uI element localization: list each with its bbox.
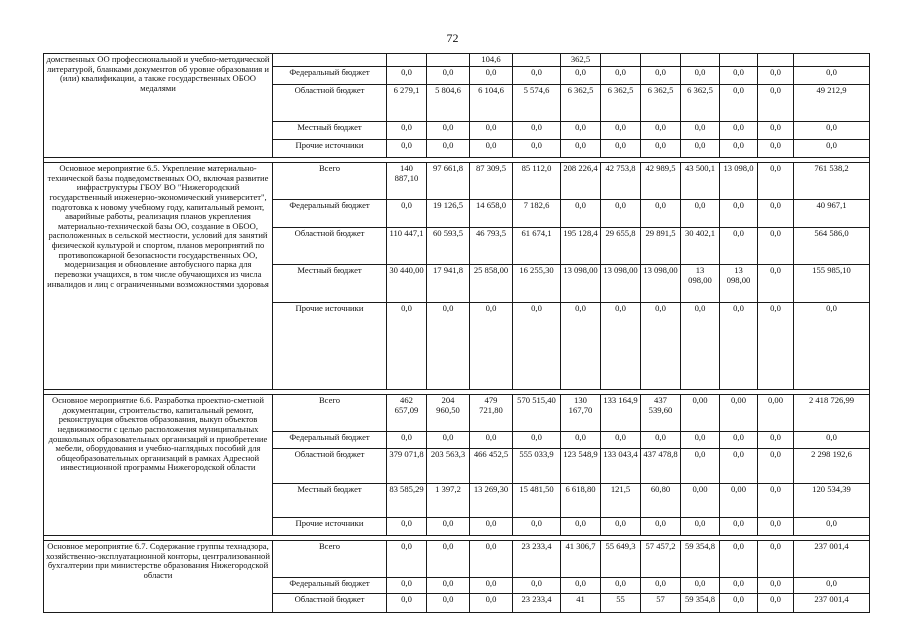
value-cell: 5 804,6 — [427, 85, 470, 122]
value-cell: 13 098,0 — [720, 163, 758, 200]
value-cell: 462 657,09 — [387, 395, 427, 432]
value-cell: 0,0 — [601, 140, 641, 158]
value-cell: 0,0 — [427, 432, 470, 449]
value-cell: 0,0 — [561, 67, 601, 85]
value-cell: 0,0 — [601, 518, 641, 536]
value-cell: 13 098,00 — [720, 265, 758, 303]
budget-table-body — [44, 54, 870, 613]
value-cell: 59 354,8 — [681, 594, 720, 613]
budget-table — [43, 53, 870, 613]
value-cell: 104,6 — [470, 54, 513, 67]
value-cell: 564 586,0 — [794, 228, 870, 265]
value-cell: 0,0 — [758, 140, 794, 158]
value-cell: 0,00 — [720, 395, 758, 432]
value-cell: 0,00 — [720, 484, 758, 518]
value-cell: 23 233,4 — [513, 594, 561, 613]
value-cell: 0,0 — [720, 85, 758, 122]
value-cell: 0,0 — [387, 67, 427, 85]
value-cell: 140 887,10 — [387, 163, 427, 200]
value-cell: 0,0 — [720, 518, 758, 536]
value-cell: 0,0 — [513, 67, 561, 85]
value-cell: 19 126,5 — [427, 200, 470, 228]
value-cell: 14 658,0 — [470, 200, 513, 228]
value-cell — [641, 54, 681, 67]
value-cell: 133 043,4 — [601, 449, 641, 484]
funding-source: Всего — [273, 541, 387, 578]
value-cell: 0,0 — [601, 578, 641, 594]
value-cell: 479 721,80 — [470, 395, 513, 432]
value-cell: 0,0 — [758, 228, 794, 265]
value-cell: 5 574,6 — [513, 85, 561, 122]
value-cell: 0,00 — [681, 395, 720, 432]
value-cell: 0,0 — [427, 541, 470, 578]
value-cell: 1 397,2 — [427, 484, 470, 518]
value-cell: 0,0 — [758, 432, 794, 449]
value-cell: 83 585,29 — [387, 484, 427, 518]
value-cell: 0,0 — [641, 303, 681, 390]
value-cell: 0,0 — [681, 518, 720, 536]
value-cell: 0,0 — [641, 200, 681, 228]
value-cell: 0,0 — [513, 303, 561, 390]
value-cell: 0,0 — [794, 578, 870, 594]
value-cell: 237 001,4 — [794, 594, 870, 613]
value-cell: 0,0 — [641, 67, 681, 85]
value-cell: 0,0 — [427, 594, 470, 613]
value-cell: 61 674,1 — [513, 228, 561, 265]
value-cell: 0,0 — [513, 518, 561, 536]
funding-source: Федеральный бюджет — [273, 578, 387, 594]
value-cell: 0,0 — [720, 541, 758, 578]
value-cell: 42 989,5 — [641, 163, 681, 200]
value-cell: 0,0 — [601, 122, 641, 140]
value-cell: 6 362,5 — [561, 85, 601, 122]
value-cell: 0,0 — [470, 541, 513, 578]
value-cell: 0,0 — [720, 594, 758, 613]
value-cell: 0,0 — [758, 518, 794, 536]
activity-description: Основное мероприятие 6.7. Содержание группы технадзора, хозяйственно-эксплуатационной конторы, централизованной бухгалтерии при министерстве образования Нижегородской области — [44, 541, 273, 613]
value-cell: 0,0 — [387, 303, 427, 390]
value-cell: 16 255,30 — [513, 265, 561, 303]
activity-description: Основное мероприятие 6.5. Укрепление материально-технической базы подведомственных ОО, включая развитие инфраструктуры ГБОУ ВО "Нижегородский государственный инженерно-экономический университет", подготовка к новому учебному году, капитальный ремонт, аварийные работы, реализация планов укрепления материально-технической базы ОО, создание в ОБОО, расположенных в сельской местности, условий для занятий физической культурой и спортом, планов мероприятий по противопожарной безопасности государственных ОО, модернизация и обновление автобусного парка для перевозки учащихся, в том числе обучающихся из числа инвалидов и лиц с ограниченными возможностями здоровья — [44, 163, 273, 390]
value-cell: 0,0 — [513, 140, 561, 158]
value-cell: 204 960,50 — [427, 395, 470, 432]
value-cell — [427, 54, 470, 67]
value-cell: 0,0 — [758, 541, 794, 578]
value-cell — [794, 54, 870, 67]
value-cell: 0,0 — [387, 594, 427, 613]
value-cell: 0,0 — [720, 432, 758, 449]
value-cell: 23 233,4 — [513, 541, 561, 578]
value-cell — [720, 54, 758, 67]
value-cell: 6 362,5 — [601, 85, 641, 122]
funding-source: Областной бюджет — [273, 594, 387, 613]
value-cell: 2 298 192,6 — [794, 449, 870, 484]
value-cell: 0,0 — [681, 449, 720, 484]
value-cell: 555 033,9 — [513, 449, 561, 484]
value-cell: 761 538,2 — [794, 163, 870, 200]
value-cell — [758, 54, 794, 67]
value-cell: 0,0 — [427, 67, 470, 85]
value-cell: 0,0 — [387, 122, 427, 140]
value-cell: 0,0 — [470, 594, 513, 613]
value-cell: 0,0 — [758, 265, 794, 303]
value-cell: 237 001,4 — [794, 541, 870, 578]
value-cell: 29 655,8 — [601, 228, 641, 265]
value-cell: 2 418 726,99 — [794, 395, 870, 432]
value-cell: 203 563,3 — [427, 449, 470, 484]
value-cell: 123 548,9 — [561, 449, 601, 484]
value-cell — [387, 54, 427, 67]
value-cell: 0,0 — [720, 67, 758, 85]
value-cell: 0,0 — [387, 200, 427, 228]
value-cell: 6 618,80 — [561, 484, 601, 518]
funding-source: Прочие источники — [273, 518, 387, 536]
value-cell: 55 — [601, 594, 641, 613]
value-cell: 0,0 — [794, 432, 870, 449]
value-cell: 0,0 — [470, 578, 513, 594]
value-cell: 0,0 — [758, 163, 794, 200]
value-cell: 0,0 — [794, 67, 870, 85]
value-cell: 0,0 — [681, 432, 720, 449]
value-cell: 121,5 — [601, 484, 641, 518]
value-cell: 0,0 — [794, 140, 870, 158]
value-cell: 15 481,50 — [513, 484, 561, 518]
funding-source: Местный бюджет — [273, 484, 387, 518]
value-cell: 0,0 — [758, 122, 794, 140]
value-cell: 0,0 — [470, 303, 513, 390]
value-cell: 0,0 — [601, 200, 641, 228]
value-cell: 0,0 — [427, 578, 470, 594]
value-cell: 0,0 — [513, 432, 561, 449]
funding-source: Местный бюджет — [273, 265, 387, 303]
value-cell: 130 167,70 — [561, 395, 601, 432]
value-cell: 0,0 — [720, 578, 758, 594]
value-cell: 6 362,5 — [681, 85, 720, 122]
value-cell: 42 753,8 — [601, 163, 641, 200]
value-cell: 437 478,8 — [641, 449, 681, 484]
value-cell: 0,0 — [758, 449, 794, 484]
value-cell: 0,0 — [758, 484, 794, 518]
value-cell: 0,0 — [681, 578, 720, 594]
value-cell: 0,0 — [601, 67, 641, 85]
value-cell: 0,0 — [561, 140, 601, 158]
table-row — [44, 163, 870, 200]
value-cell: 46 793,5 — [470, 228, 513, 265]
value-cell: 0,0 — [427, 518, 470, 536]
funding-source — [273, 54, 387, 67]
value-cell: 60 593,5 — [427, 228, 470, 265]
value-cell: 0,0 — [758, 67, 794, 85]
value-cell: 120 534,39 — [794, 484, 870, 518]
value-cell: 0,0 — [758, 85, 794, 122]
value-cell: 6 362,5 — [641, 85, 681, 122]
value-cell: 43 500,1 — [681, 163, 720, 200]
value-cell: 30 402,1 — [681, 228, 720, 265]
value-cell: 57 457,2 — [641, 541, 681, 578]
value-cell: 13 269,30 — [470, 484, 513, 518]
value-cell: 0,0 — [720, 303, 758, 390]
funding-source: Прочие источники — [273, 140, 387, 158]
value-cell: 133 164,9 — [601, 395, 641, 432]
value-cell: 570 515,40 — [513, 395, 561, 432]
value-cell: 0,0 — [470, 518, 513, 536]
activity-description: домственных ОО профессиональной и учебно-методической литературой, бланками документов об уровне образования и (или) квалификации, а также государственных ОБОО медалями — [44, 54, 273, 158]
value-cell: 0,0 — [720, 228, 758, 265]
value-cell: 0,0 — [758, 303, 794, 390]
value-cell: 0,0 — [681, 67, 720, 85]
value-cell: 0,0 — [561, 578, 601, 594]
funding-source: Всего — [273, 395, 387, 432]
value-cell: 6 104,6 — [470, 85, 513, 122]
value-cell: 0,0 — [794, 122, 870, 140]
value-cell: 0,0 — [758, 594, 794, 613]
value-cell: 0,0 — [387, 578, 427, 594]
value-cell: 13 098,00 — [601, 265, 641, 303]
value-cell: 13 098,00 — [681, 265, 720, 303]
value-cell: 49 212,9 — [794, 85, 870, 122]
value-cell: 362,5 — [561, 54, 601, 67]
table-row — [44, 541, 870, 578]
value-cell: 0,0 — [427, 140, 470, 158]
value-cell: 0,0 — [427, 303, 470, 390]
value-cell — [601, 54, 641, 67]
funding-source: Областной бюджет — [273, 449, 387, 484]
value-cell: 195 128,4 — [561, 228, 601, 265]
activity-description: Основное мероприятие 6.6. Разработка проектно-сметной документации, строительство, капитальный ремонт, реконструкция объектов образования, выкуп объектов недвижимости с целью расположения муниципальных дошкольных образовательных организаций и приобретение мебели, оборудования и учебно-наглядных пособий для общеобразовательных организаций в рамках Адресной инвестиционной программы Нижегородской области — [44, 395, 273, 536]
value-cell: 59 354,8 — [681, 541, 720, 578]
table-row — [44, 54, 870, 67]
value-cell: 0,0 — [720, 200, 758, 228]
value-cell: 0,0 — [561, 303, 601, 390]
value-cell: 0,0 — [470, 432, 513, 449]
value-cell: 0,0 — [794, 518, 870, 536]
value-cell: 41 306,7 — [561, 541, 601, 578]
value-cell: 0,0 — [470, 122, 513, 140]
value-cell: 0,0 — [641, 578, 681, 594]
value-cell: 97 661,8 — [427, 163, 470, 200]
value-cell: 466 452,5 — [470, 449, 513, 484]
value-cell — [513, 54, 561, 67]
funding-source: Областной бюджет — [273, 85, 387, 122]
value-cell: 0,0 — [427, 122, 470, 140]
value-cell — [681, 54, 720, 67]
value-cell: 379 071,8 — [387, 449, 427, 484]
table-row — [44, 395, 870, 432]
value-cell: 85 112,0 — [513, 163, 561, 200]
value-cell: 0,0 — [470, 67, 513, 85]
value-cell: 0,0 — [720, 449, 758, 484]
value-cell: 13 098,00 — [561, 265, 601, 303]
value-cell: 208 226,4 — [561, 163, 601, 200]
value-cell: 155 985,10 — [794, 265, 870, 303]
value-cell: 0,0 — [387, 140, 427, 158]
value-cell: 0,0 — [387, 432, 427, 449]
value-cell: 0,0 — [387, 541, 427, 578]
value-cell: 30 440,00 — [387, 265, 427, 303]
value-cell: 0,0 — [641, 122, 681, 140]
value-cell: 87 309,5 — [470, 163, 513, 200]
value-cell: 55 649,3 — [601, 541, 641, 578]
value-cell: 437 539,60 — [641, 395, 681, 432]
value-cell: 0,0 — [681, 122, 720, 140]
funding-source: Областной бюджет — [273, 228, 387, 265]
value-cell: 0,0 — [513, 578, 561, 594]
value-cell: 0,00 — [758, 395, 794, 432]
value-cell: 0,0 — [720, 122, 758, 140]
value-cell: 7 182,6 — [513, 200, 561, 228]
value-cell: 0,0 — [641, 432, 681, 449]
value-cell: 40 967,1 — [794, 200, 870, 228]
value-cell: 41 — [561, 594, 601, 613]
funding-source: Федеральный бюджет — [273, 200, 387, 228]
value-cell: 0,0 — [387, 518, 427, 536]
value-cell: 0,0 — [561, 518, 601, 536]
value-cell: 0,0 — [513, 122, 561, 140]
funding-source: Прочие источники — [273, 303, 387, 390]
funding-source: Местный бюджет — [273, 122, 387, 140]
value-cell: 0,0 — [601, 432, 641, 449]
value-cell: 0,0 — [641, 140, 681, 158]
funding-source: Федеральный бюджет — [273, 432, 387, 449]
value-cell: 0,0 — [681, 200, 720, 228]
value-cell: 0,0 — [720, 140, 758, 158]
value-cell: 17 941,8 — [427, 265, 470, 303]
value-cell: 0,0 — [681, 303, 720, 390]
value-cell: 0,0 — [561, 122, 601, 140]
value-cell: 0,0 — [561, 200, 601, 228]
value-cell: 0,0 — [641, 518, 681, 536]
value-cell: 29 891,5 — [641, 228, 681, 265]
value-cell: 0,0 — [681, 140, 720, 158]
value-cell: 13 098,00 — [641, 265, 681, 303]
value-cell: 60,80 — [641, 484, 681, 518]
value-cell: 0,00 — [681, 484, 720, 518]
value-cell: 0,0 — [470, 140, 513, 158]
funding-source: Федеральный бюджет — [273, 67, 387, 85]
value-cell: 57 — [641, 594, 681, 613]
value-cell: 0,0 — [758, 578, 794, 594]
funding-source: Всего — [273, 163, 387, 200]
value-cell: 110 447,1 — [387, 228, 427, 265]
value-cell: 0,0 — [561, 432, 601, 449]
value-cell: 6 279,1 — [387, 85, 427, 122]
value-cell: 0,0 — [794, 303, 870, 390]
value-cell: 25 858,00 — [470, 265, 513, 303]
value-cell: 0,0 — [601, 303, 641, 390]
page-number: 72 — [446, 31, 459, 45]
value-cell: 0,0 — [758, 200, 794, 228]
